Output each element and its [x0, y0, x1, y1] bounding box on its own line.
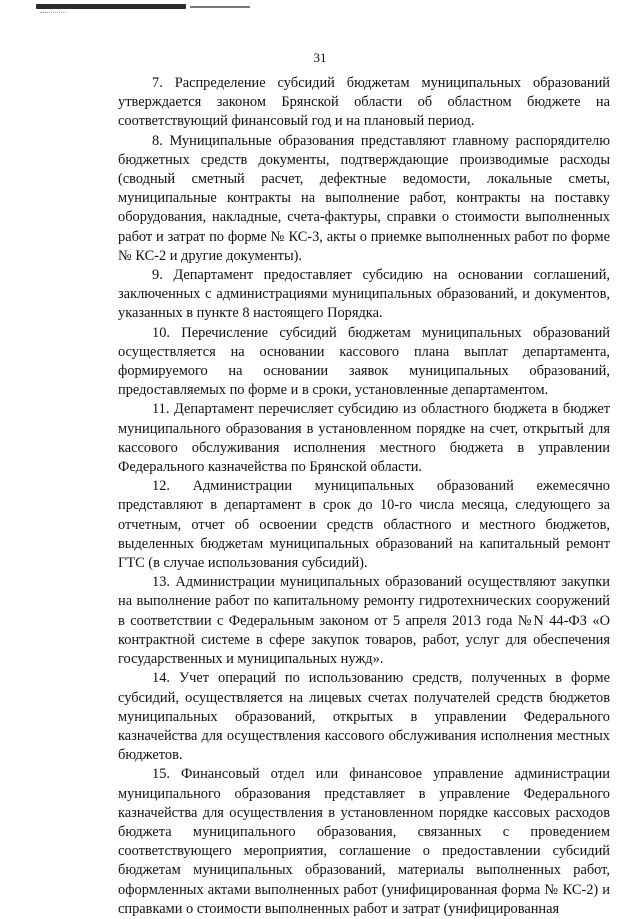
scan-artifact-bar — [36, 4, 186, 9]
paragraph-12: 12. Администрации муниципальных образований ежемесячно представляют в департамент в срок до 10-го числа месяца, следующего за отчетным, отчет об освоении средств областного и местного бюджетов, выделенных бюджетам муниципальных образований на капитальный ремонт ГТС (в случае использования субсидий). — [118, 478, 610, 572]
page-number: 31 — [313, 50, 327, 65]
scan-artifact-line — [190, 6, 250, 8]
paragraph-9: 9. Департамент предоставляет субсидию на основании соглашений, заключенных с администрациями муниципальных образований, и документов, указанных в пункте 8 настоящего Порядка. — [118, 267, 610, 322]
paragraph-15: 15. Финансовый отдел или финансовое управление администрации муниципального образования представляет в управление Федерального казначейства для осуществления в установленном порядке кассовых расходов бюджета муниципального образования, связанных с проведением соответствующего мероприятия, соглашение о предоставлении субсидий бюджетам муниципальных образований, материалы выполненных работ, оформленных актами выполненных работ (унифицированная форма № КС-2) и справками о стоимости выполненных работ и затрат (унифицированная — [118, 766, 610, 917]
paragraph-10: 10. Перечисление субсидий бюджетам муниципальных образований осуществляется на основании кассового плана выплат департамента, формируемого на основании заявок муниципальных образований, предоставляемых по форме и в сроки, установленные департаментом. — [118, 324, 610, 399]
paragraph-7: 7. Распределение субсидий бюджетам муниципальных образований утверждается законом Брянской области об областном бюджете на соответствующий финансовый год и на плановый период. — [118, 75, 610, 130]
paragraph-14: 14. Учет операций по использованию средств, полученных в форме субсидий, осуществляется на лицевых счетах получателей средств бюджетов муниципальных образований, открытых в управлении Федерального казначейства для осуществления кассового обслуживания исполнения местных бюджетов. — [118, 670, 610, 764]
paragraph-13: 13. Администрации муниципальных образований осуществляют закупки на выполнение работ по капитальному ремонту гидротехнических сооружений в соответствии с Федеральным законом от 5 апреля 2013 года №N 44-ФЗ «О контрактной системе в сфере закупок товаров, работ, услуг для обеспечения государственных и муниципальных нужд». — [118, 574, 610, 668]
paragraph-11: 11. Департамент перечисляет субсидию из областного бюджета в бюджет муниципального образования в установленном порядке на счет, открытый для кассового обслуживания исполнения местного бюджета в управлении Федерального казначейства по Брянской области. — [118, 401, 610, 476]
paragraph-8: 8. Муниципальные образования представляют главному распорядителю бюджетных средств документы, подтверждающие производимые расходы (сводный сметный расчет, дефектные ведомости, локальные сметы, муниципальные контракты на выполнение работ, контракты на поставку оборудования, накладные, счета-фактуры, справки о стоимости выполненных работ и затрат по форме № КС-3, акты о приемке выполненных работ по форме № КС-2 и другие документы). — [118, 132, 610, 264]
scan-artifact-dots — [40, 12, 66, 17]
document-body — [118, 74, 610, 919]
